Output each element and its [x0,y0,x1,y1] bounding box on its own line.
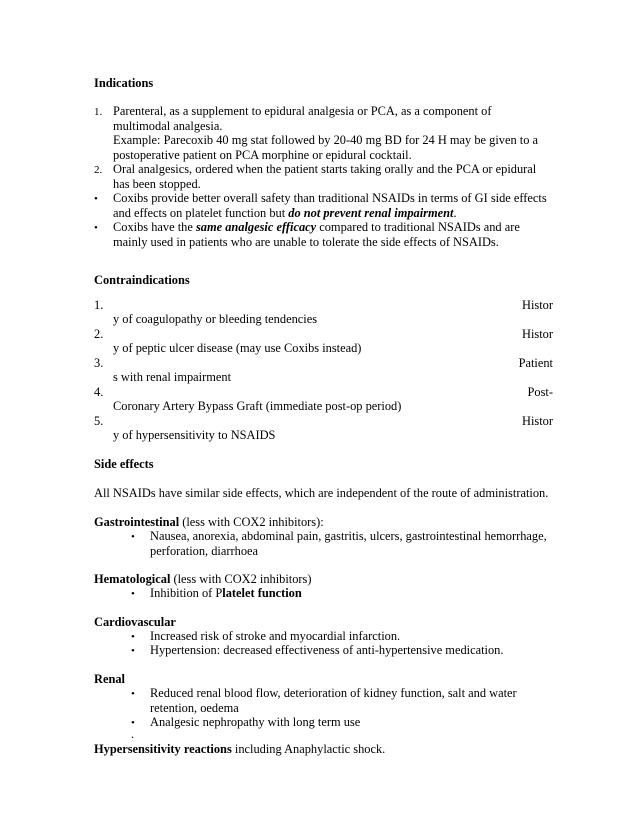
bullet-icon: • [131,717,135,729]
stray-period: . [131,727,135,741]
list-item: y of coagulopathy or bleeding tendencies [113,312,318,326]
list-item: Parenteral, as a supplement to epidural analgesia or PCA, as a component of multimodal analgesia. Example: Parecoxib 40 mg stat followed by 20-40 mg BD for 24 H may be given to a postoperative patient on PCA morphine or epidural cocktail. [113,104,538,162]
side-effects-heading: Side effects [94,457,154,471]
bullet-icon: • [131,631,135,643]
list-item: Hypertension: decreased effectiveness of anti-hypertensive medication. [150,643,504,657]
list-item: Coronary Artery Bypass Graft (immediate post-op period) [113,399,402,413]
list-marker: 1. [94,298,104,312]
bullet-icon: • [94,222,98,234]
list-item: Coxibs have the same analgesic efficacy compared to traditional NSAIDs and are mainly used in patients who are unable to tolerate the side effects of NSAIDs. [113,220,520,249]
list-item: Increased risk of stroke and myocardial infarction. [150,629,401,643]
contraindications-heading: Contraindications [94,273,190,287]
indications-heading: Indications [94,76,154,90]
list-marker: 3. [94,356,104,370]
hypersensitivity-line: Hypersensitivity reactions including Anaphylactic shock. [94,742,386,756]
list-marker: 2. [94,327,104,341]
list-marker: 2. [94,164,103,176]
list-marker: 1. [94,106,103,118]
list-item: Nausea, anorexia, abdominal pain, gastritis, ulcers, gastrointestinal hemorrhage, perforation, diarrhoea [150,529,547,558]
renal-subheading: Renal [94,672,125,686]
list-item: y of peptic ulcer disease (may use Coxibs instead) [113,341,362,355]
list-item: Coxibs provide better overall safety than traditional NSAIDs in terms of GI side effects and effects on platelet function but do not prevent renal impairment. [113,191,547,220]
wrapped-text-fragment: Post- [527,385,553,399]
bullet-icon: • [131,645,135,657]
wrapped-text-fragment: Patient [518,356,553,370]
list-item: Analgesic nephropathy with long term use [150,715,361,729]
cardiovascular-subheading: Cardiovascular [94,615,176,629]
list-marker: 4. [94,385,104,399]
list-item: Oral analgesics, ordered when the patient starts taking orally and the PCA or epidural has been stopped. [113,162,537,191]
hematological-subheading: Hematological (less with COX2 inhibitors) [94,572,312,586]
list-item: Reduced renal blood flow, deterioration of kidney function, salt and water retention, oedema [150,686,517,715]
list-item: y of hypersensitivity to NSAIDS [113,428,276,442]
list-item: Inhibition of Platelet function [150,586,302,600]
wrapped-text-fragment: Histor [522,327,553,341]
wrapped-text-fragment: Histor [522,414,553,428]
list-marker: 5. [94,414,104,428]
gi-subheading: Gastrointestinal (less with COX2 inhibitors): [94,515,324,529]
bullet-icon: • [94,193,98,205]
bullet-icon: • [131,531,135,543]
bullet-icon: • [131,588,135,600]
emphasis-text: same analgesic efficacy [195,220,317,234]
wrapped-text-fragment: Histor [522,298,553,312]
side-effects-intro: All NSAIDs have similar side effects, which are independent of the route of administration. [94,486,549,500]
list-item: s with renal impairment [113,370,232,384]
emphasis-text: do not prevent renal impairment [288,205,454,220]
bullet-icon: • [131,688,135,700]
